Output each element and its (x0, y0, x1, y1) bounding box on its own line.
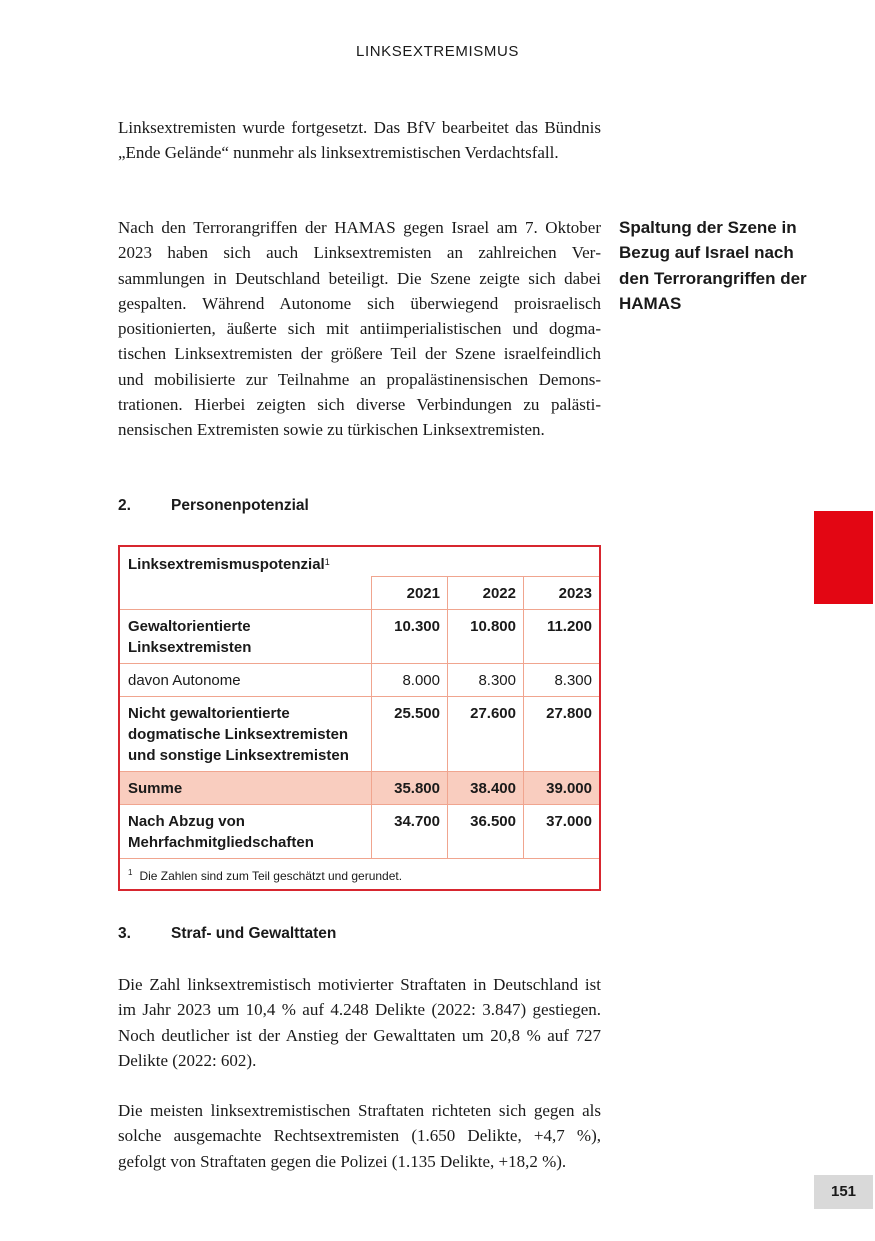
row-value: 25.500 (372, 697, 448, 772)
table-header-row (120, 577, 599, 610)
row-value: 37.000 (524, 805, 600, 859)
paragraph-straftaten-statistik: Die Zahl linksextremistisch motivierter Straftaten in Deutschland ist im Jahr 2023 um 10,4 % auf 4.248 Delikte (2022: 3.847) gestiegen. Noch deutlicher ist der Anstieg der Gewalttaten um 20,8 % auf 727 Delikte (2022: 602). (118, 975, 601, 1070)
table-row (120, 697, 599, 772)
table-title: Linksextremismuspotenzial$^1$ (128, 556, 330, 573)
section-number: 2. (118, 497, 131, 514)
table-row (120, 805, 599, 859)
section-number: 3. (118, 925, 131, 942)
table-footnote: $^1$ Die Zahlen sind zum Teil geschätzt und gerundet. (120, 859, 599, 890)
paragraph-hamas-reaction: Nach den Terrorangriffen der HAMAS gegen Israel am 7. Oktober 2023 haben sich auch Linksextremisten an zahlreichen Versammlungen in Deutschland beteiligt. Die Szene zeigte sich dabei gespalten. Während Autonome sich überwiegend proisraelisch positionierten, äußerte sich mit antiimperialistischen und dogmatischen Linksextremisten der größere Teil der Szene israelfeindlich und mobilisierte zur Teilnahme an propalästinensischen Demonstrationen. Hierbei zeigten sich diverse Verbindungen zu palästinensischen Extremisten sowie zu türkischen Linksextremisten. (118, 218, 601, 440)
row-value: 34.700 (372, 805, 448, 859)
year-header: 2021 (372, 577, 448, 610)
paragraph-straftaten-ziele: Die meisten linksextremistischen Straftaten richteten sich gegen als solche ausgemachte Rechtsextremisten (1.650 Delikte, +4,7 %), gefolgt von Straftaten gegen die Polizei (1.135 Delikte, +18,2 %). (118, 1101, 601, 1171)
running-header: LINKSEXTREMISMUS (356, 43, 519, 60)
row-value: 8.300 (448, 664, 524, 697)
row-value: 36.500 (448, 805, 524, 859)
section-title: Straf- und Gewalttaten (171, 925, 337, 942)
row-value: 10.300 (372, 610, 448, 664)
section-heading-straftaten (118, 925, 336, 943)
table-sum-row (120, 772, 599, 805)
table-row (120, 664, 599, 697)
chapter-tab-marker (814, 511, 873, 604)
row-value: 8.300 (524, 664, 600, 697)
row-label: Nach Abzug von Mehrfachmitgliedschaften (120, 805, 372, 859)
row-value: 10.800 (448, 610, 524, 664)
section-title: Personenpotenzial (171, 497, 309, 514)
personenpotenzial-table (118, 545, 601, 891)
row-value: 27.800 (524, 697, 600, 772)
section-heading-personenpotenzial (118, 497, 309, 515)
row-value: 27.600 (448, 697, 524, 772)
page-number: 151 (814, 1175, 873, 1209)
row-label: davon Autonome (120, 664, 372, 697)
margin-note: Spaltung der Szene in Bezug auf Israel nach den Terrorangriffen der HAMAS (619, 218, 807, 313)
row-value: 38.400 (448, 772, 524, 805)
row-label: Gewaltorientierte Linksextremisten (120, 610, 372, 664)
table-title-footnote-mark: 1 (324, 557, 330, 567)
row-value: 11.200 (524, 610, 600, 664)
table-header-empty-cell (120, 577, 372, 610)
year-header: 2023 (524, 577, 600, 610)
row-value: 39.000 (524, 772, 600, 805)
row-label: Nicht gewaltorientierte dogmatische Linksextremisten und sonstige Linksextremisten (120, 697, 372, 772)
row-label: Summe (120, 772, 372, 805)
year-header: 2022 (448, 577, 524, 610)
row-value: 8.000 (372, 664, 448, 697)
table-row (120, 610, 599, 664)
row-value: 35.800 (372, 772, 448, 805)
paragraph-ende-gelaende: Linksextremisten wurde fortgesetzt. Das BfV bearbeitet das Bündnis „Ende Gelände“ nunmehr als linksextremistischen Verdachtsfall. (118, 118, 601, 163)
footnote-mark: 1 (128, 868, 133, 877)
